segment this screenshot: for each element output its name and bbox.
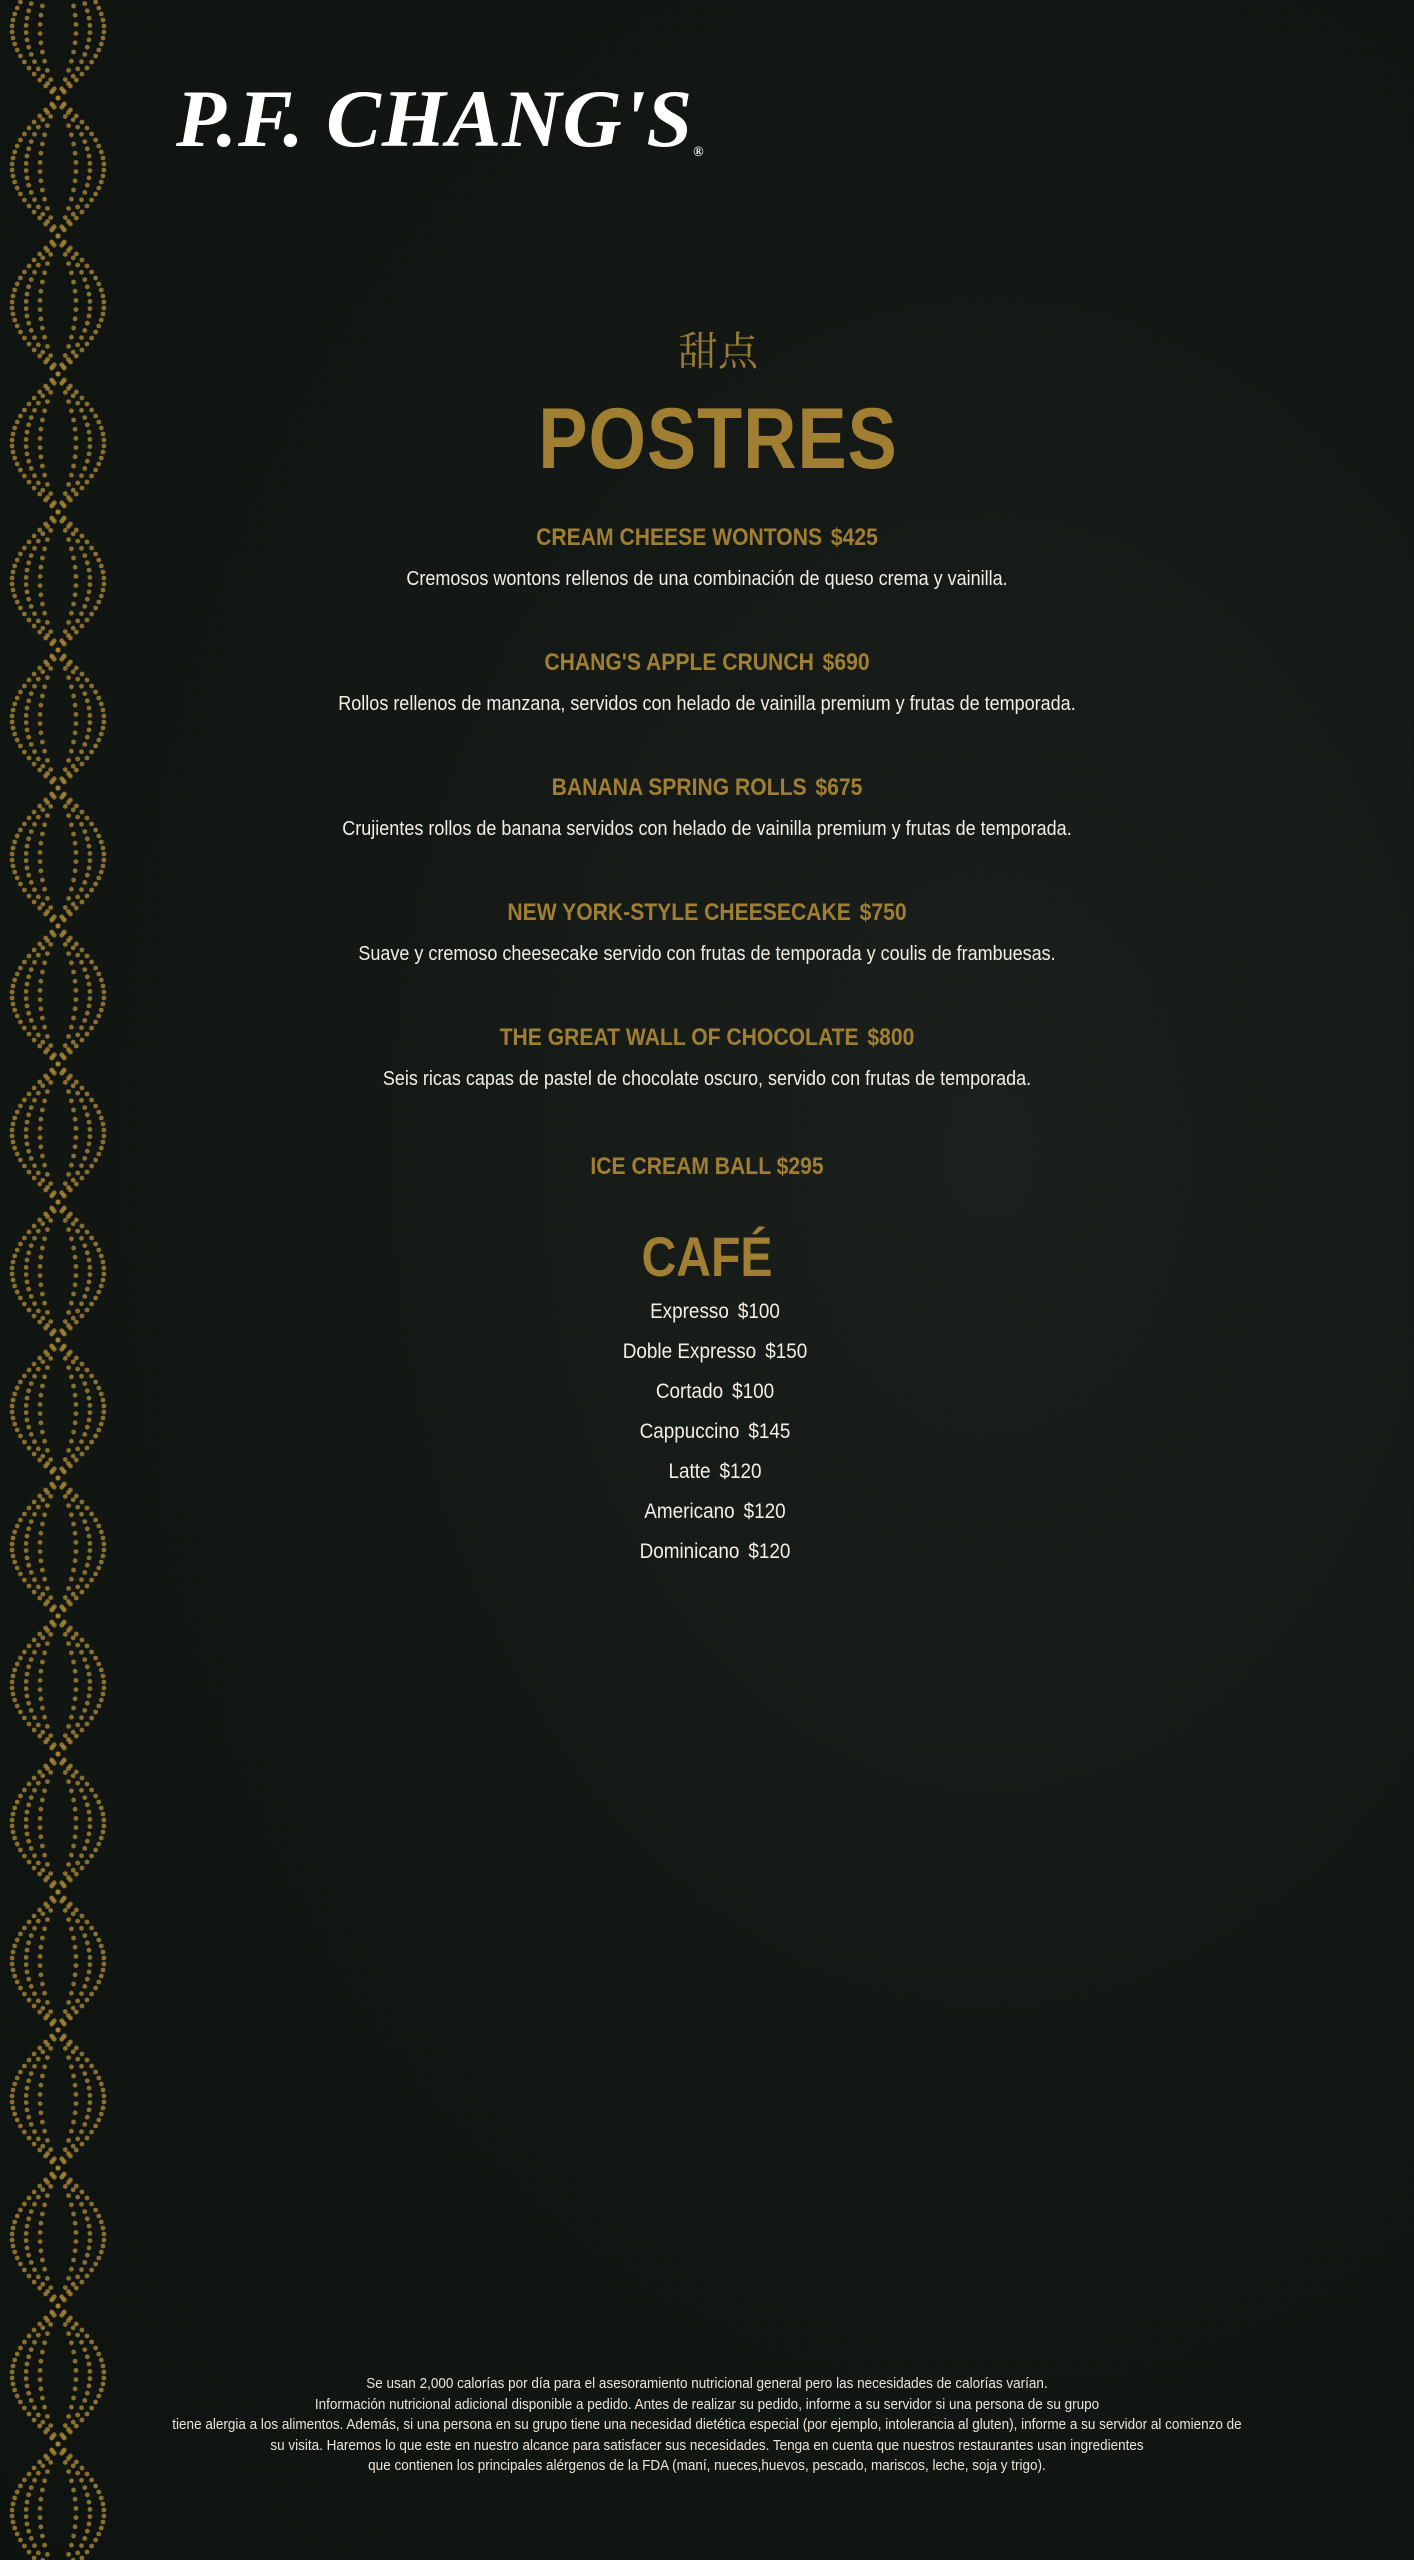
cafe-name: Latte (668, 1460, 711, 1483)
cafe-list (0, 1300, 1414, 1580)
cafe-price: $145 (748, 1420, 791, 1443)
cafe-price: $120 (748, 1540, 791, 1563)
footnote-line: su visita. Haremos lo que este en nuestro alcance para satisfacer sus necesidades. Tenga en cuenta que nuestros restaurantes usan ingredientes (270, 2436, 1144, 2454)
cafe-name: Doble Expresso (622, 1340, 757, 1363)
item-description: Crujientes rollos de banana servidos con helado de vainilla premium y frutas de temporada. (342, 818, 1072, 840)
item-price: $690 (822, 649, 870, 676)
item-description: Rollos rellenos de manzana, servidos con helado de vainilla premium y frutas de temporada. (338, 693, 1076, 715)
menu-item (0, 1024, 1414, 1149)
item-title (85, 774, 1329, 802)
cafe-price: $120 (719, 1460, 762, 1483)
item-description: Cremosos wontons rellenos de una combinación de queso crema y vainilla. (406, 568, 1008, 590)
cafe-price: $120 (743, 1500, 786, 1523)
footnote-line: que contienen los principales alérgenos de la FDA (maní, nueces,huevos, pescado, mariscos, leche, soja y trigo). (368, 2457, 1046, 2474)
item-price: $750 (859, 899, 907, 926)
cafe-price: $100 (737, 1300, 780, 1323)
item-title (85, 1024, 1329, 1052)
menu-item (0, 524, 1414, 649)
menu-item (0, 899, 1414, 1024)
cafe-item (72, 1540, 1359, 1580)
item-name: CREAM CHEESE WONTONS (536, 524, 823, 551)
item-title (85, 524, 1329, 552)
registered-mark: ® (693, 145, 705, 160)
cafe-name: Expresso (650, 1300, 729, 1323)
item-name: BANANA SPRING ROLLS (551, 774, 807, 801)
brand-logo (176, 73, 705, 164)
cafe-item (72, 1500, 1359, 1540)
cafe-item (72, 1420, 1359, 1460)
item-price: $800 (867, 1024, 915, 1051)
item-title (85, 899, 1329, 927)
cafe-item (72, 1300, 1359, 1340)
menu-item (0, 649, 1414, 774)
item-title (85, 649, 1329, 677)
cafe-price: $100 (732, 1380, 775, 1403)
logo-text: P.F. CHANG'S (176, 73, 694, 164)
postres-list (0, 524, 1414, 1149)
cafe-name: Dominicano (639, 1540, 740, 1563)
item-name: NEW YORK-STYLE CHEESECAKE (507, 899, 851, 926)
menu-item (0, 774, 1414, 899)
item-price: $675 (815, 774, 863, 801)
footnote-line: Se usan 2,000 calorías por día para el asesoramiento nutricional general pero las necesidades de calorías varían. (366, 2375, 1048, 2392)
cafe-item (72, 1380, 1359, 1420)
section-chinese-title: 甜点 (678, 329, 758, 375)
cafe-price: $150 (765, 1340, 808, 1363)
cafe-name: Americano (644, 1500, 735, 1523)
item-description: Seis ricas capas de pastel de chocolate oscuro, servido con frutas de temporada. (382, 1068, 1032, 1090)
cafe-item (72, 1340, 1359, 1380)
section-title-postres: POSTRES (538, 391, 898, 487)
cafe-name: Cappuccino (639, 1420, 740, 1443)
item-name: THE GREAT WALL OF CHOCOLATE (499, 1024, 859, 1051)
item-description: Suave y cremoso cheesecake servido con frutas de temporada y coulis de frambuesas. (358, 943, 1056, 965)
cafe-name: Cortado (655, 1380, 724, 1403)
footnote-line: Información nutricional adicional disponible a pedido. Antes de realizar su pedido, informe a su servidor si una persona de su grupo (314, 2395, 1100, 2413)
ice-cream-item: ICE CREAM BALL $295 (590, 1153, 824, 1180)
item-price: $425 (830, 524, 878, 551)
cafe-item (72, 1460, 1359, 1500)
section-title-cafe: CAFÉ (641, 1225, 773, 1288)
nutrition-allergen-disclaimer (161, 2374, 1254, 2477)
item-name: CHANG'S APPLE CRUNCH (544, 649, 814, 676)
footnote-line: tiene alergia a los alimentos. Además, si una persona en su grupo tiene una necesidad dietética especial (por ejemplo, intolerancia al gluten), informe a su servidor al comienzo de (172, 2416, 1242, 2433)
